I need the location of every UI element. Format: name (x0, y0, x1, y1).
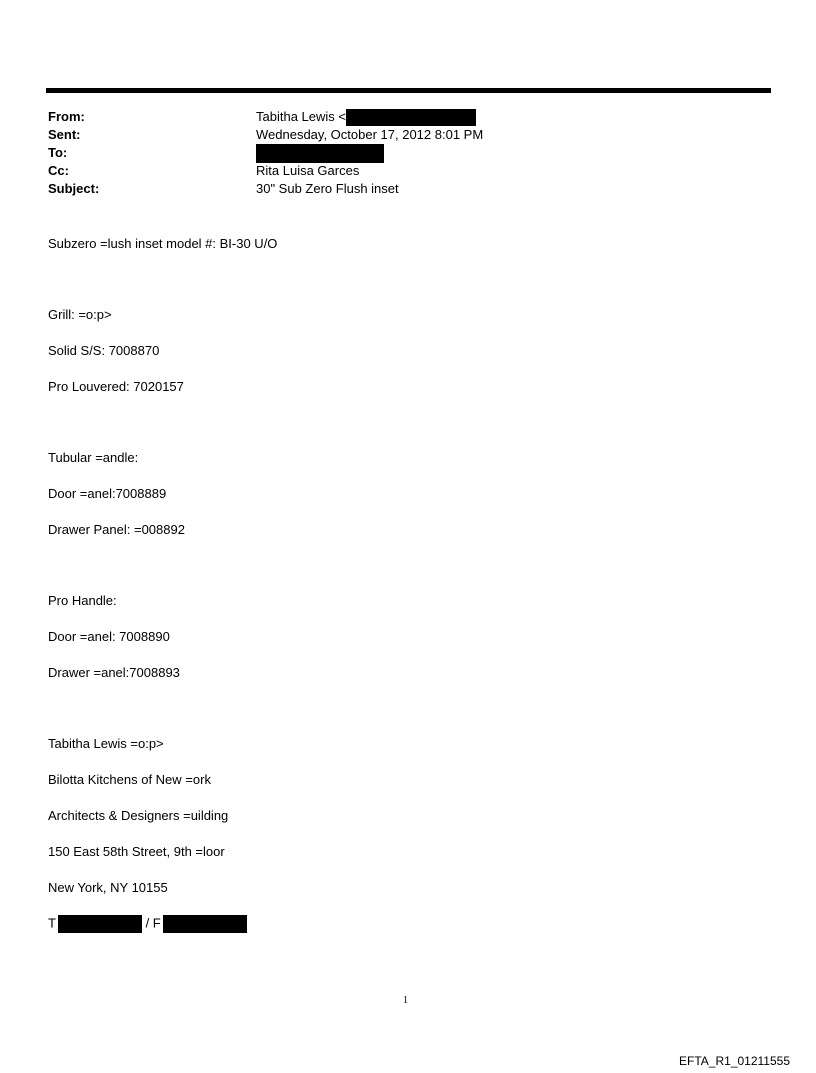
pro-door-line: Door =anel: 7008890 (48, 629, 170, 644)
cc-value: Rita Luisa Garces (256, 163, 360, 178)
sent-value: Wednesday, October 17, 2012 8:01 PM (256, 127, 484, 142)
from-value (256, 108, 476, 126)
subject-label: Subject: (48, 181, 100, 196)
to-value (256, 144, 384, 163)
sent-label: Sent: (48, 127, 81, 142)
from-label: From: (48, 109, 85, 124)
signature-contact (48, 915, 247, 933)
signature-street: 150 East 58th Street, 9th =loor (48, 844, 225, 859)
solid-line: Solid S/S: 7008870 (48, 343, 160, 358)
pro-drawer-line: Drawer =anel:7008893 (48, 665, 180, 680)
signature-building: Architects & Designers =uilding (48, 808, 229, 823)
tubular-door-line: Door =anel:7008889 (48, 486, 167, 501)
from-name: Tabitha Lewis < (256, 109, 346, 124)
redaction-block (256, 144, 384, 163)
tubular-heading: Tubular =andle: (48, 450, 139, 465)
pro-louvered-line: Pro Louvered: 7020157 (48, 379, 184, 394)
phone-prefix: T (48, 915, 56, 931)
redaction-block (163, 915, 247, 933)
fax-prefix: / F (145, 915, 161, 931)
signature-company: Bilotta Kitchens of New =ork (48, 772, 211, 787)
grill-heading: Grill: =o:p> (48, 307, 112, 322)
cc-label: Cc: (48, 163, 69, 178)
page-number: 1 (403, 995, 408, 1006)
redaction-block (346, 109, 476, 126)
to-label: To: (48, 145, 68, 160)
redaction-block (58, 915, 142, 933)
model-line: Subzero =lush inset model #: BI-30 U/O (48, 236, 278, 251)
signature-city: New York, NY 10155 (48, 880, 168, 895)
header-rule (46, 88, 771, 93)
subject-value: 30" Sub Zero Flush inset (256, 181, 399, 196)
pro-handle-heading: Pro Handle: (48, 593, 117, 608)
bates-number: EFTA_R1_01211555 (679, 1054, 790, 1068)
signature-name: Tabitha Lewis =o:p> (48, 736, 164, 751)
tubular-drawer-line: Drawer Panel: =008892 (48, 522, 185, 537)
